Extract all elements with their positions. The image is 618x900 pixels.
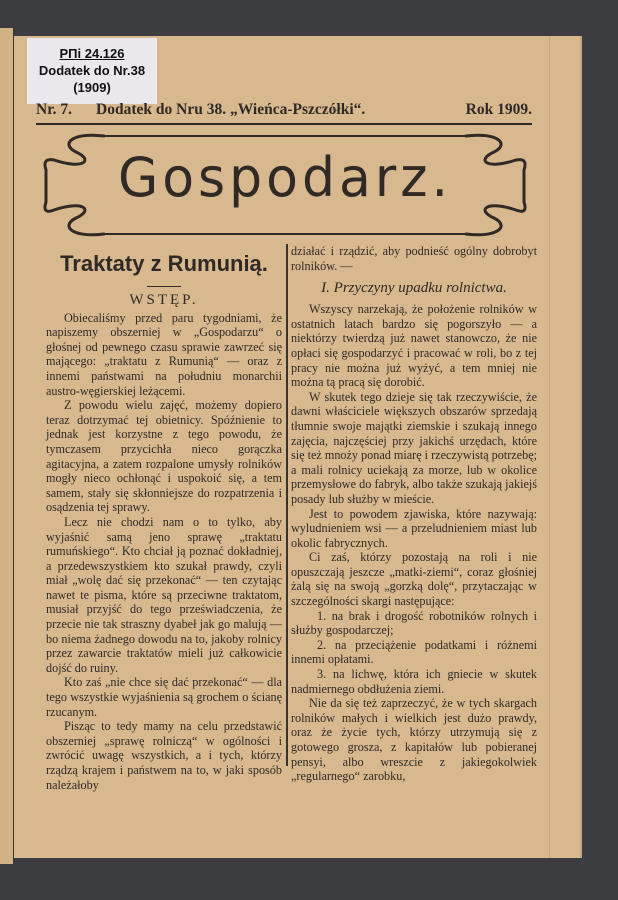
paragraph: Jest to powodem zjawiska, które nazywają: wyludnieniem wsi — a przeludnieniem miast lub okolic fabrycznych. [291,506,537,550]
issue-number: Nr. 7. [36,101,73,118]
issue-year: Rok 1909. [465,101,532,118]
headline-rule [147,286,181,287]
supplement-info: Dodatek do Nru 38. „Wieńca-Pszczółki“. [96,101,366,118]
paragraph: Pisząc to tedy mamy na celu przedstawić obszerniej „sprawę rolniczą“ w ogólności i zwrócić uwagę wszystkich, a i tych, którzy rządzą krajem i państwem na to, w jaki sposób należałoby [46,719,282,792]
masthead-rule [36,123,532,125]
label-line-2: Dodatek do Nr.38 [38,63,146,78]
title-frame [42,130,528,240]
publication-title: Gospodarz. [117,146,453,210]
library-label [27,38,157,104]
shelfmark: PПi 24.126 [59,46,125,61]
complaint-item: 3. na lichwę, która ich gniecie w skutek nadmiernego obdłużenia ziemi. [291,667,537,696]
complaint-item: 1. na brak i drogość robotników rolnych i służby gospodarczej; [291,608,537,638]
column-divider [286,244,288,766]
section-intro-title: WSTĘP. [129,292,199,308]
article-headline: Traktaty z Rumunią. [60,251,268,276]
left-column [46,244,282,792]
paragraph: Z powodu wielu zajęć, możemy dopiero teraz dotrzymać tej obietnicy. Spóźnienie to jednak jest korzystne z tego powodu, że tymczasem przycichła nieco gorączka agitacyjna, a zatem rozpalone umysły rolników mogły nieco ochłonąć i uspokoić się, a tem samem, stały się skłonniejsze do rozpatrzenia i osądzenia tej sprawy. [46,398,282,515]
back-page-edge [0,28,14,864]
paragraph: Obiecaliśmy przed paru tygodniami, że napiszemy obszerniej w „Gospodarzu“ o głośnej od pewnego czasu sprawie zawrzeć się mającego: „traktatu z Rumunią“ — oraz z innemi państwami na południu monarchii austro-węgierskiej leżącemi. [46,310,282,398]
label-line-3: (1909) [73,80,111,95]
paragraph: Kto zaś „nie chce się dać przekonać“ — dla tego wszystkie wyjaśnienia są grochem o ścianę rzucanym. [46,675,282,719]
paragraph: Lecz nie chodzi nam o to tylko, aby wyjaśnić samą jeno sprawę „traktatu rumuńskiego“. Kto chciał ją poznać dokładniej, a przedewszystkiem kto szukał prawdy, czyli miał „wolę dać się przekonać“ — ten czytając nawet te pisma, które są przeciwne traktatom, musiał przyjść do tego przeświadczenia, że przecie nie tak straszny dyabeł jak go malują — bo niema żadnego dowodu na to, jakoby rolnicy przez zawarcie traktatów mieli już całkowicie dojść do ruiny. [46,514,282,675]
paragraph: W skutek tego dzieje się tak rzeczywiście, że dawni właściciele większych obszarów sprzedają tłumnie swoje majątki ziemskie i szukają innego zajęcia, najczęściej przy jakichś urzędach, które się też mnoży ponad miarę i rzeczywistą potrzebę; a mali rolnicy uciekają za morze, lub w okolice przemysłowe do fabryk, albo także szukają jakiejś posady lub służby w mieście. [291,389,538,506]
paragraph: Nie da się też zaprzeczyć, że w tych skargach rolników małych i wielkich jest dużo prawdy, oraz że życie tych, którzy utrzymują się z gotowego grosza, z kapitałów lub pobieranej pensyi, albo wreszcie z jakiegokolwiek „regularnego“ zarobku, [291,696,537,784]
subsection-title: I. Przyczyny upadku rolnictwa. [321,280,507,297]
masthead [36,101,532,119]
paragraph: Wszyscy narzekają, że położenie rolników w ostatnich latach bardzo się pogorszyło — a niektórzy twierdzą już nawet stanowczo, że nie opłaci się gospodarzyć i pracować w roli, bo z tej pracy nie można już wyżyć, a tem mniej nie można tą pracą się dorobić. [291,302,537,390]
complaint-item: 2. na przeciążenie podatkami i różnemi innemi opłatami. [291,637,537,667]
paragraph-continuation: działać i rządzić, aby podnieść ogólny dobrobyt rolników. — [291,244,537,273]
right-column [291,244,537,784]
paragraph: Ci zaś, którzy pozostają na roli i nie opuszczają jeszcze „matki-ziemi“, coraz głośniej żalą się na swoją „gorzką dolę“, przytaczając w szczególności skargi następujące: [291,550,537,609]
